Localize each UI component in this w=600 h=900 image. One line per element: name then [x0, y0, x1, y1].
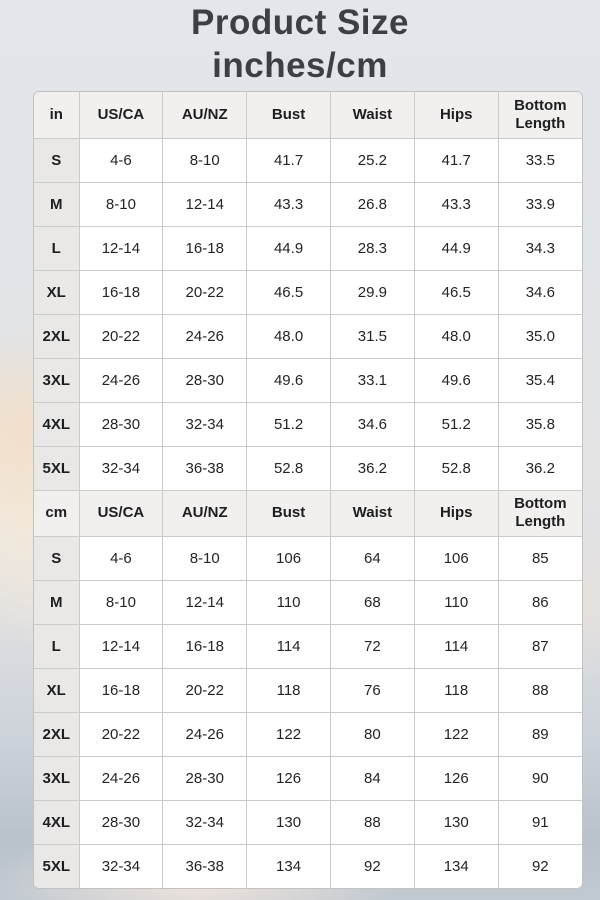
size-label-cell: L [34, 624, 79, 668]
value-cell: 33.5 [498, 138, 582, 182]
value-cell: 52.8 [414, 446, 498, 490]
table-row-cm-2xl [34, 712, 582, 756]
column-header-cell: Hips [414, 92, 498, 138]
column-header-cell: AU/NZ [163, 490, 247, 536]
value-cell: 44.9 [247, 226, 331, 270]
size-label-cell: 3XL [34, 358, 79, 402]
table-row-cm-l [34, 624, 582, 668]
table-row-in-l [34, 226, 582, 270]
value-cell: 114 [414, 624, 498, 668]
table-row-in-s [34, 138, 582, 182]
column-header-cell: Hips [414, 490, 498, 536]
table-row-cm-m [34, 580, 582, 624]
value-cell: 118 [247, 668, 331, 712]
value-cell: 48.0 [414, 314, 498, 358]
size-label-cell: S [34, 536, 79, 580]
value-cell: 130 [414, 800, 498, 844]
value-cell: 4-6 [79, 138, 163, 182]
value-cell: 130 [247, 800, 331, 844]
size-label-cell: L [34, 226, 79, 270]
value-cell: 35.8 [498, 402, 582, 446]
value-cell: 8-10 [79, 580, 163, 624]
value-cell: 28.3 [330, 226, 414, 270]
size-label-cell: XL [34, 270, 79, 314]
size-label-cell: 2XL [34, 314, 79, 358]
value-cell: 126 [414, 756, 498, 800]
value-cell: 28-30 [163, 756, 247, 800]
value-cell: 87 [498, 624, 582, 668]
value-cell: 51.2 [414, 402, 498, 446]
value-cell: 51.2 [247, 402, 331, 446]
value-cell: 28-30 [163, 358, 247, 402]
value-cell: 34.6 [498, 270, 582, 314]
value-cell: 16-18 [79, 668, 163, 712]
value-cell: 84 [330, 756, 414, 800]
value-cell: 89 [498, 712, 582, 756]
value-cell: 48.0 [247, 314, 331, 358]
value-cell: 32-34 [79, 446, 163, 490]
value-cell: 91 [498, 800, 582, 844]
value-cell: 110 [414, 580, 498, 624]
value-cell: 26.8 [330, 182, 414, 226]
value-cell: 8-10 [79, 182, 163, 226]
unit-header-cell: cm [34, 490, 79, 536]
title-line-2: inches/cm [212, 46, 388, 85]
value-cell: 76 [330, 668, 414, 712]
header-row-in [34, 92, 582, 138]
value-cell: 29.9 [330, 270, 414, 314]
value-cell: 126 [247, 756, 331, 800]
size-table [34, 92, 582, 888]
value-cell: 49.6 [247, 358, 331, 402]
value-cell: 49.6 [414, 358, 498, 402]
value-cell: 88 [330, 800, 414, 844]
table-row-in-3xl [34, 358, 582, 402]
table-row-in-xl [34, 270, 582, 314]
size-label-cell: XL [34, 668, 79, 712]
size-label-cell: S [34, 138, 79, 182]
value-cell: 12-14 [163, 580, 247, 624]
value-cell: 16-18 [163, 624, 247, 668]
value-cell: 12-14 [79, 624, 163, 668]
value-cell: 43.3 [414, 182, 498, 226]
value-cell: 72 [330, 624, 414, 668]
value-cell: 114 [247, 624, 331, 668]
value-cell: 20-22 [163, 668, 247, 712]
value-cell: 32-34 [79, 844, 163, 888]
value-cell: 43.3 [247, 182, 331, 226]
value-cell: 12-14 [79, 226, 163, 270]
size-label-cell: 2XL [34, 712, 79, 756]
value-cell: 24-26 [79, 756, 163, 800]
table-row-in-m [34, 182, 582, 226]
value-cell: 46.5 [414, 270, 498, 314]
value-cell: 35.0 [498, 314, 582, 358]
table-row-cm-3xl [34, 756, 582, 800]
value-cell: 36-38 [163, 844, 247, 888]
column-header-cell: Bottom Length [498, 490, 582, 536]
column-header-cell: Bust [247, 92, 331, 138]
value-cell: 118 [414, 668, 498, 712]
value-cell: 134 [247, 844, 331, 888]
value-cell: 52.8 [247, 446, 331, 490]
value-cell: 32-34 [163, 800, 247, 844]
value-cell: 36.2 [330, 446, 414, 490]
value-cell: 64 [330, 536, 414, 580]
column-header-cell: Bust [247, 490, 331, 536]
value-cell: 24-26 [163, 712, 247, 756]
value-cell: 32-34 [163, 402, 247, 446]
value-cell: 20-22 [163, 270, 247, 314]
value-cell: 88 [498, 668, 582, 712]
value-cell: 8-10 [163, 536, 247, 580]
size-chart-table [33, 91, 583, 889]
value-cell: 24-26 [79, 358, 163, 402]
value-cell: 41.7 [414, 138, 498, 182]
size-label-cell: 3XL [34, 756, 79, 800]
column-header-cell: US/CA [79, 490, 163, 536]
value-cell: 24-26 [163, 314, 247, 358]
value-cell: 20-22 [79, 712, 163, 756]
size-label-cell: 5XL [34, 446, 79, 490]
header-row-cm [34, 490, 582, 536]
value-cell: 12-14 [163, 182, 247, 226]
value-cell: 92 [498, 844, 582, 888]
table-row-in-5xl [34, 446, 582, 490]
title-line-1: Product Size [191, 3, 409, 42]
value-cell: 41.7 [247, 138, 331, 182]
table-row-cm-5xl [34, 844, 582, 888]
table-row-in-2xl [34, 314, 582, 358]
value-cell: 4-6 [79, 536, 163, 580]
size-label-cell: M [34, 580, 79, 624]
value-cell: 8-10 [163, 138, 247, 182]
size-label-cell: 5XL [34, 844, 79, 888]
value-cell: 16-18 [163, 226, 247, 270]
size-label-cell: 4XL [34, 800, 79, 844]
value-cell: 86 [498, 580, 582, 624]
value-cell: 35.4 [498, 358, 582, 402]
value-cell: 34.3 [498, 226, 582, 270]
value-cell: 25.2 [330, 138, 414, 182]
size-label-cell: M [34, 182, 79, 226]
column-header-cell: AU/NZ [163, 92, 247, 138]
value-cell: 28-30 [79, 402, 163, 446]
value-cell: 34.6 [330, 402, 414, 446]
value-cell: 122 [414, 712, 498, 756]
value-cell: 106 [247, 536, 331, 580]
value-cell: 36-38 [163, 446, 247, 490]
value-cell: 90 [498, 756, 582, 800]
value-cell: 28-30 [79, 800, 163, 844]
value-cell: 31.5 [330, 314, 414, 358]
value-cell: 92 [330, 844, 414, 888]
value-cell: 106 [414, 536, 498, 580]
value-cell: 16-18 [79, 270, 163, 314]
column-header-cell: US/CA [79, 92, 163, 138]
column-header-cell: Waist [330, 490, 414, 536]
value-cell: 85 [498, 536, 582, 580]
column-header-cell: Waist [330, 92, 414, 138]
value-cell: 46.5 [247, 270, 331, 314]
size-label-cell: 4XL [34, 402, 79, 446]
table-row-in-4xl [34, 402, 582, 446]
page-title [0, 0, 600, 87]
value-cell: 68 [330, 580, 414, 624]
column-header-cell: Bottom Length [498, 92, 582, 138]
table-row-cm-s [34, 536, 582, 580]
value-cell: 110 [247, 580, 331, 624]
value-cell: 33.9 [498, 182, 582, 226]
table-row-cm-4xl [34, 800, 582, 844]
value-cell: 44.9 [414, 226, 498, 270]
value-cell: 33.1 [330, 358, 414, 402]
value-cell: 122 [247, 712, 331, 756]
unit-header-cell: in [34, 92, 79, 138]
table-row-cm-xl [34, 668, 582, 712]
value-cell: 36.2 [498, 446, 582, 490]
value-cell: 20-22 [79, 314, 163, 358]
value-cell: 134 [414, 844, 498, 888]
value-cell: 80 [330, 712, 414, 756]
